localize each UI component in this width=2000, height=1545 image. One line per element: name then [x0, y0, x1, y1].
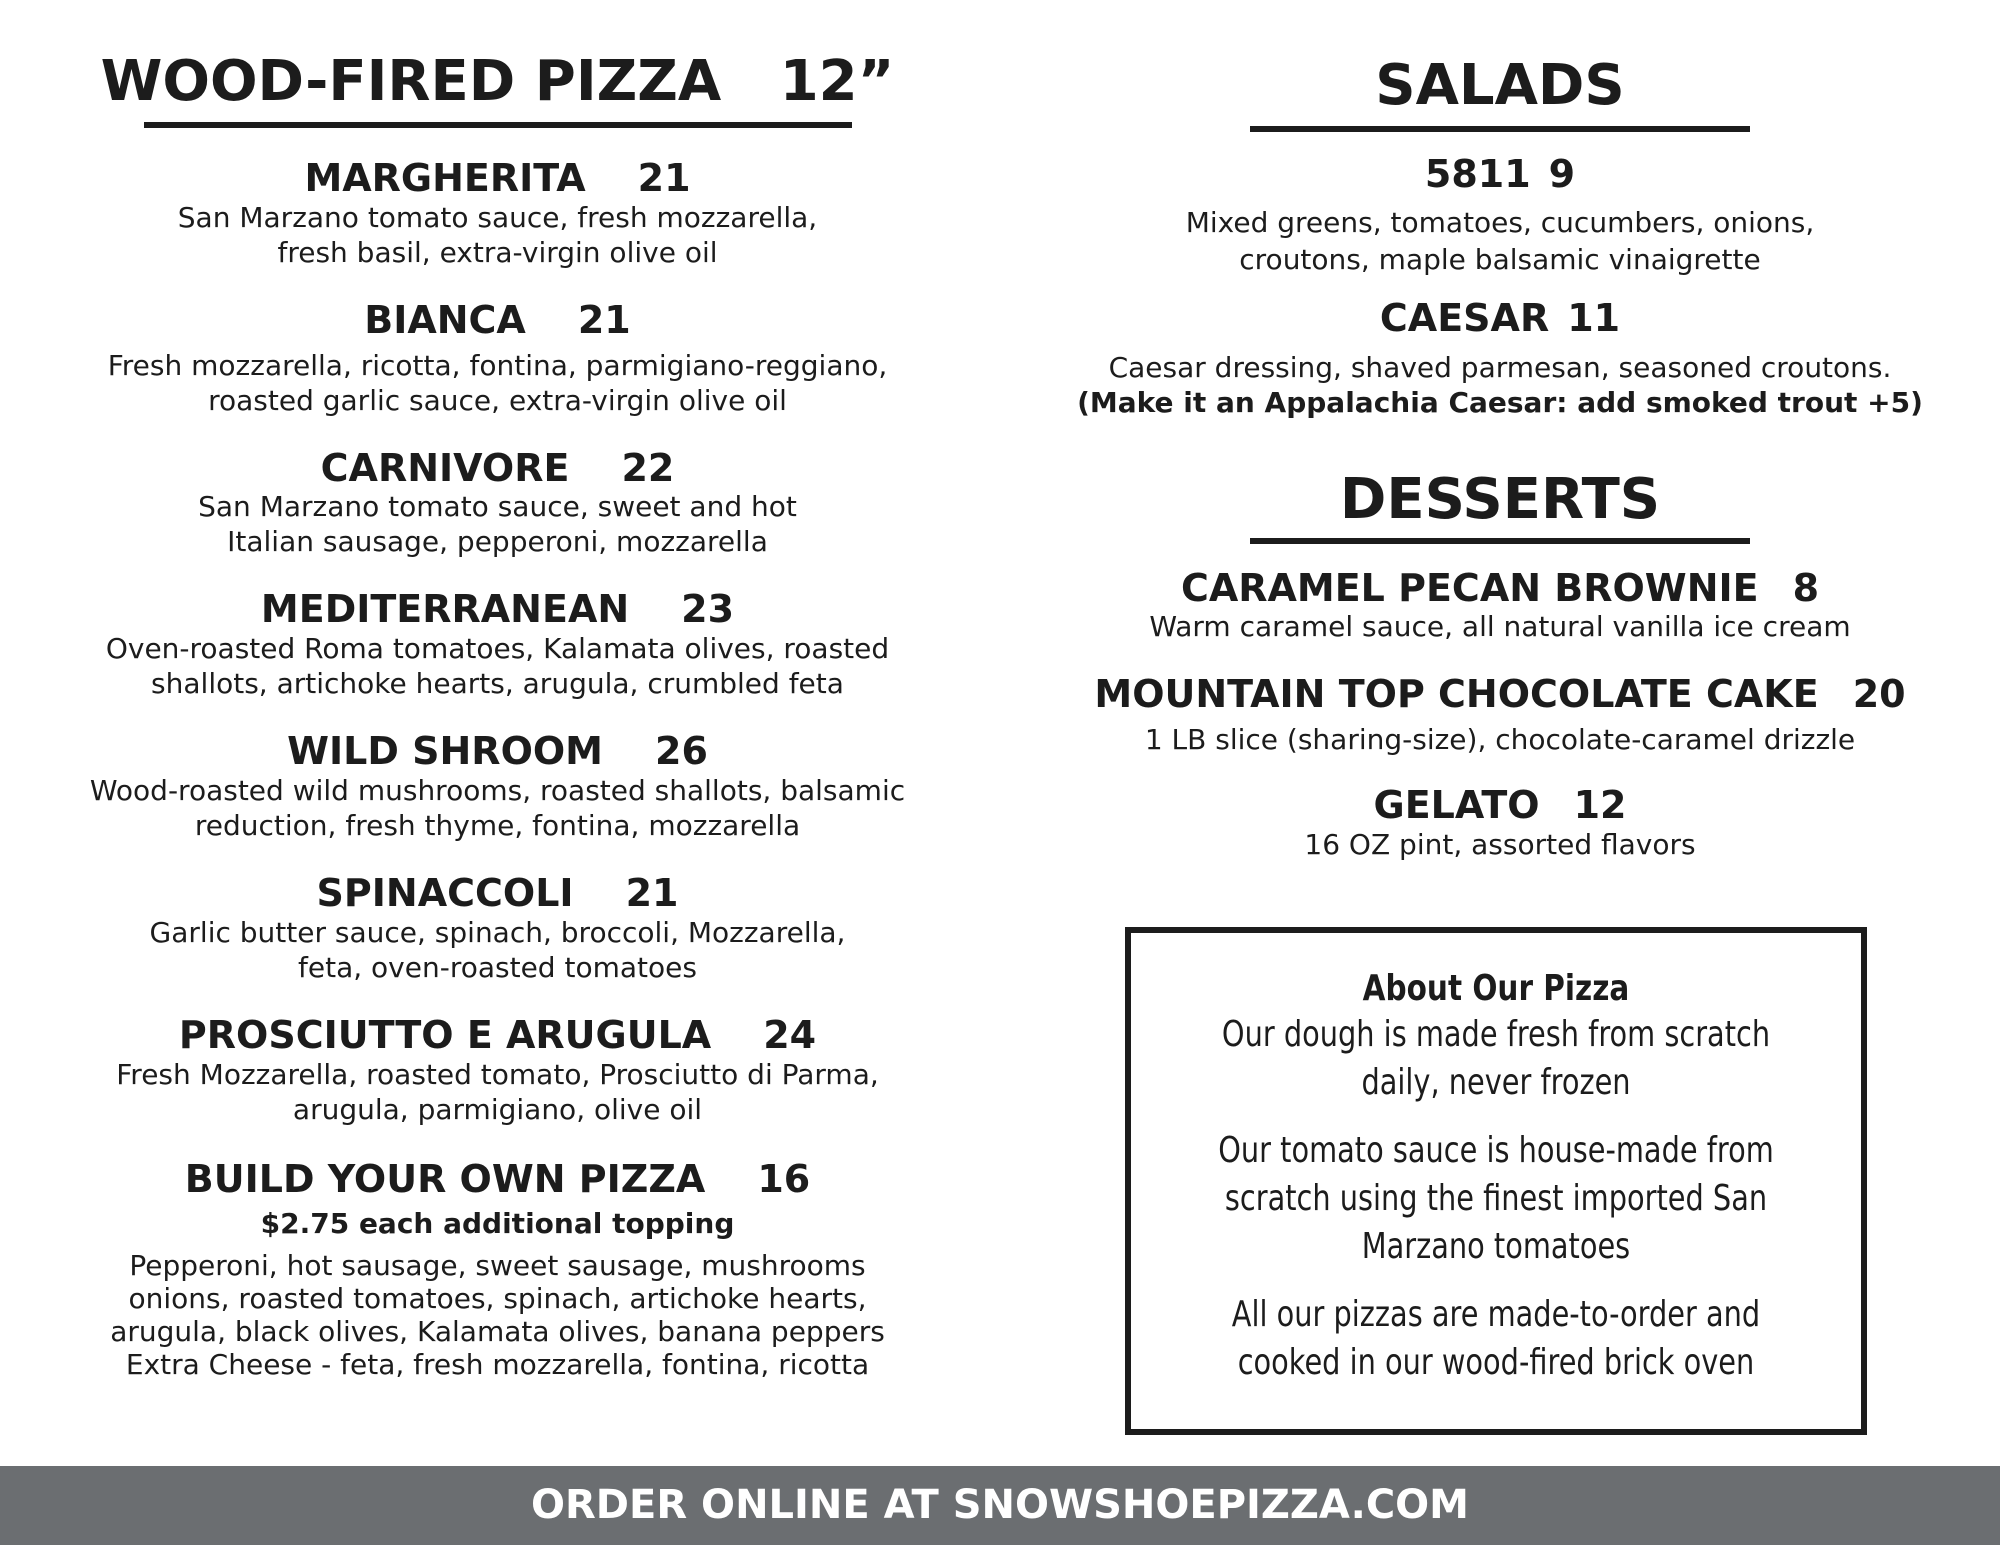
item-description: San Marzano tomato sauce, fresh mozzarella, fresh basil, extra-virgin olive oil [177, 200, 818, 269]
pizza-section [40, 0, 955, 1381]
item-price: 21 [577, 297, 631, 342]
item-price: 8 [1792, 565, 1820, 610]
item-name: MEDITERRANEAN [260, 587, 630, 632]
item-name: 5811 [1424, 152, 1531, 196]
dessert-item-brownie [1050, 565, 1950, 645]
item-topping-note: $2.75 each additional topping [260, 1207, 735, 1241]
salad-item-5811 [1050, 154, 1950, 278]
item-price: 22 [621, 445, 675, 490]
item-description: Wood-roasted wild mushrooms, roasted shallots, balsamic reduction, fresh thyme, fontina, mozzarella [89, 773, 906, 842]
item-description: Oven-roasted Roma tomatoes, Kalamata olives, roasted shallots, artichoke hearts, arugula, crumbled feta [105, 632, 890, 701]
item-price: 26 [655, 729, 708, 774]
item-name: SPINACCOLI [316, 870, 574, 915]
pizza-item-prosciutto [40, 1012, 955, 1127]
item-price: 16 [757, 1156, 811, 1201]
item-description: 1 LB slice (sharing-size), chocolate-caramel drizzle [1144, 723, 1856, 757]
item-name: CARAMEL PECAN BROWNIE [1180, 565, 1759, 610]
right-column [1050, 0, 1950, 862]
item-name: BUILD YOUR OWN PIZZA [184, 1156, 706, 1201]
item-description: Caesar dressing, shaved parmesan, seasoned croutons. [1108, 350, 1892, 384]
item-name: BIANCA [364, 297, 526, 342]
item-description: Fresh mozzarella, ricotta, fontina, parmigiano-reggiano, roasted garlic sauce, extra-virgin olive oil [107, 348, 888, 417]
item-price: 23 [681, 587, 735, 632]
item-name: GELATO [1373, 783, 1540, 828]
item-name: MOUNTAIN TOP CHOCOLATE CAKE [1094, 672, 1819, 717]
item-name: WILD SHROOM [287, 729, 603, 774]
salads-title: SALADS [1375, 53, 1625, 118]
item-name: CAESAR [1379, 295, 1550, 340]
pizza-item-bianca [40, 297, 955, 418]
item-price: 20 [1852, 672, 1906, 717]
pizza-title: WOOD-FIRED PIZZA 12” [100, 49, 895, 114]
salad-item-caesar [1050, 295, 1950, 420]
pizza-item-spinaccoli [40, 870, 955, 985]
item-description: Fresh Mozzarella, roasted tomato, Prosciutto di Parma, arugula, parmigiano, olive oil [116, 1057, 879, 1126]
item-price: 12 [1573, 783, 1627, 828]
item-description: 16 OZ pint, assorted flavors [1304, 827, 1696, 861]
item-description: Mixed greens, tomatoes, cucumbers, onions, croutons, maple balsamic vinaigrette [1185, 205, 1815, 276]
item-description: San Marzano tomato sauce, sweet and hot Italian sausage, pepperoni, mozzarella [198, 490, 797, 559]
about-paragraph-sauce: Our tomato sauce is house-made from scratch using the finest imported San Marzano tomatoes [1218, 1130, 1774, 1267]
item-description: Warm caramel sauce, all natural vanilla ice cream [1149, 610, 1851, 644]
item-price: 21 [637, 156, 691, 200]
pizza-title-rule [144, 122, 852, 128]
pizza-item-margherita [40, 158, 955, 270]
about-title: About Our Pizza [1362, 968, 1630, 1009]
about-our-pizza-box [1125, 927, 1867, 1435]
desserts-title: DESSERTS [1339, 466, 1661, 532]
salads-title-rule [1250, 126, 1750, 132]
pizza-item-mediterranean [40, 589, 955, 701]
item-description: Pepperoni, hot sausage, sweet sausage, mushrooms onions, roasted tomatoes, spinach, artichoke hearts, arugula, black olives, Kalamata olives, banana peppers Extra Cheese - feta, fresh mozzarella, fontina, ricotta [110, 1249, 885, 1382]
item-price: 9 [1548, 152, 1576, 196]
item-name: CARNIVORE [320, 445, 570, 490]
item-price: 21 [625, 870, 679, 915]
pizza-item-build-your-own [40, 1156, 955, 1382]
item-description: Garlic butter sauce, spinach, broccoli, Mozzarella, feta, oven-roasted tomatoes [149, 915, 846, 984]
item-name: MARGHERITA [304, 156, 586, 200]
item-name: PROSCIUTTO E ARUGULA [178, 1012, 712, 1057]
item-price: 11 [1567, 295, 1621, 340]
order-online-banner: ORDER ONLINE AT SNOWSHOEPIZZA.COM [0, 1466, 2000, 1545]
caesar-upgrade-note: (Make it an Appalachia Caesar: add smoked trout +5) [1077, 385, 1923, 419]
dessert-item-gelato [1050, 785, 1950, 862]
about-paragraph-dough: Our dough is made fresh from scratch daily, never frozen [1221, 1014, 1771, 1103]
about-paragraph-oven: All our pizzas are made-to-order and cooked in our wood-fired brick oven [1231, 1294, 1761, 1383]
pizza-item-carnivore [40, 445, 955, 560]
pizza-item-wild-shroom [40, 731, 955, 843]
dessert-item-chocolate-cake [1050, 674, 1950, 757]
desserts-title-rule [1250, 538, 1750, 544]
item-price: 24 [763, 1012, 817, 1057]
